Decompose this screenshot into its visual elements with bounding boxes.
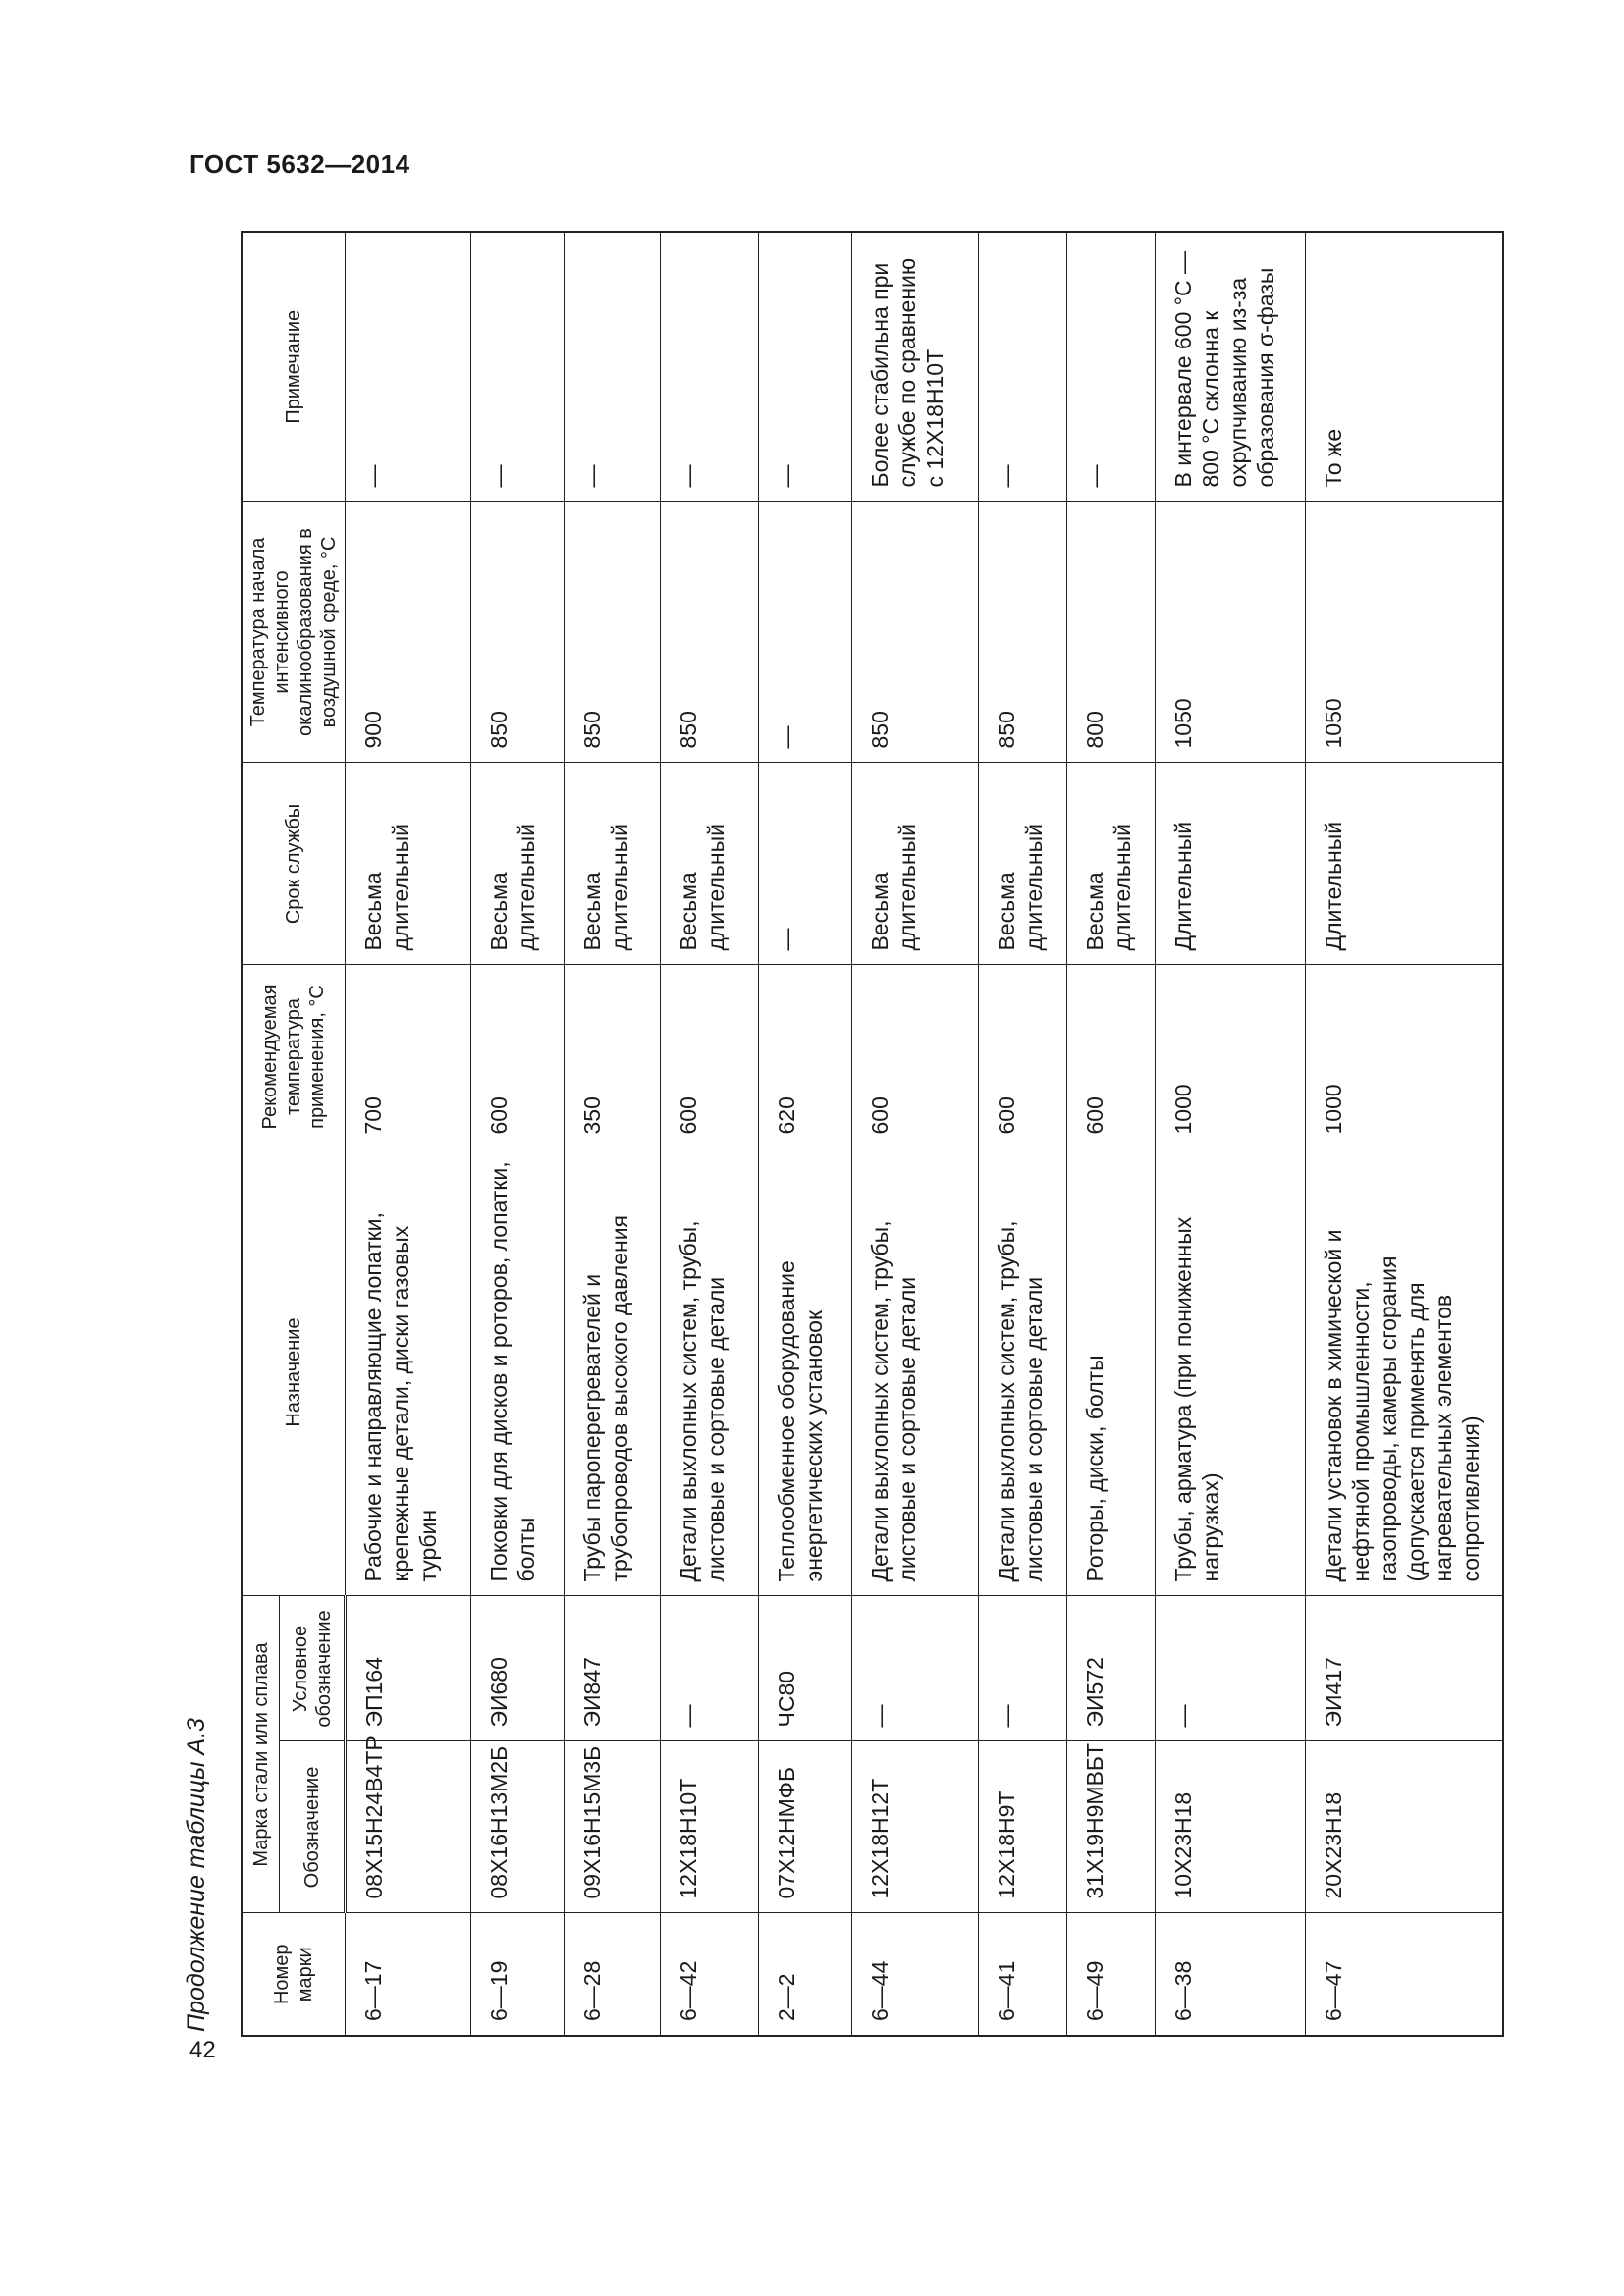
header-scale-temp: Температура начала интенсивного окалинообразования в воздушной среде, °С — [242, 502, 346, 763]
cell-designation: 12Х18Н12Т — [852, 1741, 979, 1913]
cell-designation: 10Х23Н18 — [1156, 1741, 1306, 1913]
cell-designation: 08Х16Н13М2Б — [470, 1741, 564, 1913]
cell-number: 6—17 — [346, 1913, 471, 2036]
table-row — [1156, 232, 1306, 2036]
cell-service-life: Весьма длительный — [852, 763, 979, 965]
cell-conventional: — — [852, 1596, 979, 1741]
cell-purpose: Трубы, арматура (при пониженных нагрузках) — [1156, 1148, 1306, 1596]
header-mark-group: Марка стали или сплава — [242, 1596, 280, 1913]
cell-purpose: Детали выхлопных систем, трубы, листовые и сортовые детали — [979, 1148, 1067, 1596]
table-row — [852, 232, 979, 2036]
cell-number: 6—28 — [565, 1913, 660, 2036]
header-note: Примечание — [242, 232, 346, 502]
cell-conventional: ЭИ680 — [470, 1596, 564, 1741]
cell-designation: 07Х12НМФБ — [758, 1741, 851, 1913]
cell-scale-temp: 850 — [565, 502, 660, 763]
cell-purpose: Поковки для дисков и роторов, лопатки, болты — [470, 1148, 564, 1596]
cell-note: — — [470, 232, 564, 502]
cell-conventional: — — [1156, 1596, 1306, 1741]
cell-scale-temp: — — [758, 502, 851, 763]
header-conventional: Условное обозначение — [280, 1596, 346, 1741]
header-purpose: Назначение — [242, 1148, 346, 1596]
steel-grades-table — [241, 231, 1504, 2037]
cell-conventional: ЭИ572 — [1067, 1596, 1156, 1741]
cell-rec-temp: 600 — [660, 965, 758, 1148]
cell-rec-temp: 1000 — [1156, 965, 1306, 1148]
cell-purpose: Детали выхлопных систем, трубы, листовые и сортовые детали — [660, 1148, 758, 1596]
cell-rec-temp: 600 — [1067, 965, 1156, 1148]
cell-purpose: Роторы, диски, болты — [1067, 1148, 1156, 1596]
cell-purpose: Детали установок в химической и нефтяной промышленности, газопроводы, камеры сгорания (допускается применять для нагревательных элементов сопротивления) — [1306, 1148, 1503, 1596]
cell-scale-temp: 900 — [346, 502, 471, 763]
cell-rec-temp: 350 — [565, 965, 660, 1148]
table-container — [241, 233, 1490, 2037]
cell-designation: 31Х19Н9МВБТ — [1067, 1741, 1156, 1913]
cell-number: 2—2 — [758, 1913, 851, 2036]
cell-designation: 08Х15Н24В4ТР — [346, 1741, 471, 1913]
cell-purpose: Детали выхлопных систем, трубы, листовые и сортовые детали — [852, 1148, 979, 1596]
cell-rec-temp: 600 — [852, 965, 979, 1148]
cell-scale-temp: 1050 — [1156, 502, 1306, 763]
document-header: ГОСТ 5632—2014 — [189, 149, 410, 179]
cell-rec-temp: 1000 — [1306, 965, 1503, 1148]
cell-purpose: Теплообменное оборудование энергетических установок — [758, 1148, 851, 1596]
cell-number: 6—49 — [1067, 1913, 1156, 2036]
cell-note: — — [979, 232, 1067, 502]
table-row — [470, 232, 564, 2036]
cell-designation: 09Х16Н15М3Б — [565, 1741, 660, 1913]
cell-service-life: Весьма длительный — [1067, 763, 1156, 965]
table-caption: Продолжение таблицы А.3 — [183, 1718, 210, 2032]
header-designation: Обозначение — [280, 1741, 346, 1913]
cell-conventional: ЭП164 — [346, 1596, 471, 1741]
cell-designation: 12Х18Н10Т — [660, 1741, 758, 1913]
cell-service-life: Весьма длительный — [660, 763, 758, 965]
header-service-life: Срок службы — [242, 763, 346, 965]
cell-purpose: Трубы пароперегревателей и трубопроводов высокого давления — [565, 1148, 660, 1596]
cell-number: 6—19 — [470, 1913, 564, 2036]
cell-purpose: Рабочие и направляющие лопатки, крепежные детали, диски газовых турбин — [346, 1148, 471, 1596]
cell-note: — — [565, 232, 660, 502]
cell-number: 6—47 — [1306, 1913, 1503, 2036]
table-row — [1306, 232, 1503, 2036]
cell-conventional: ЭИ847 — [565, 1596, 660, 1741]
cell-number: 6—42 — [660, 1913, 758, 2036]
cell-designation: 12Х18Н9Т — [979, 1741, 1067, 1913]
cell-number: 6—41 — [979, 1913, 1067, 2036]
cell-scale-temp: 850 — [660, 502, 758, 763]
cell-scale-temp: 850 — [852, 502, 979, 763]
cell-service-life: — — [758, 763, 851, 965]
cell-service-life: Длительный — [1156, 763, 1306, 965]
cell-rec-temp: 600 — [470, 965, 564, 1148]
cell-conventional: — — [660, 1596, 758, 1741]
cell-rec-temp: 600 — [979, 965, 1067, 1148]
table-row — [346, 232, 471, 2036]
cell-conventional: ЭИ417 — [1306, 1596, 1503, 1741]
cell-note: То же — [1306, 232, 1503, 502]
cell-note: — — [758, 232, 851, 502]
cell-note: В интервале 600 °С — 800 °С склонна к охрупчиванию из-за образования σ-фазы — [1156, 232, 1306, 502]
cell-rec-temp: 620 — [758, 965, 851, 1148]
table-row — [660, 232, 758, 2036]
cell-service-life: Весьма длительный — [979, 763, 1067, 965]
cell-designation: 20Х23Н18 — [1306, 1741, 1503, 1913]
cell-service-life: Весьма длительный — [565, 763, 660, 965]
cell-scale-temp: 850 — [470, 502, 564, 763]
cell-scale-temp: 850 — [979, 502, 1067, 763]
table-row — [979, 232, 1067, 2036]
cell-rec-temp: 700 — [346, 965, 471, 1148]
header-number: Номер марки — [242, 1913, 346, 2036]
cell-conventional: ЧС80 — [758, 1596, 851, 1741]
cell-conventional: — — [979, 1596, 1067, 1741]
cell-note: — — [660, 232, 758, 502]
cell-note: — — [1067, 232, 1156, 502]
cell-scale-temp: 1050 — [1306, 502, 1503, 763]
cell-note: — — [346, 232, 471, 502]
cell-scale-temp: 800 — [1067, 502, 1156, 763]
cell-service-life: Весьма длительный — [470, 763, 564, 965]
table-row — [758, 232, 851, 2036]
header-rec-temp: Рекомендуемая температура применения, °С — [242, 965, 346, 1148]
cell-note: Более стабильна при службе по сравнению с 12Х18Н10Т — [852, 232, 979, 502]
cell-number: 6—44 — [852, 1913, 979, 2036]
cell-service-life: Весьма длительный — [346, 763, 471, 965]
page-number: 42 — [189, 2037, 216, 2063]
cell-service-life: Длительный — [1306, 763, 1503, 965]
cell-number: 6—38 — [1156, 1913, 1306, 2036]
table-row — [565, 232, 660, 2036]
table-row — [1067, 232, 1156, 2036]
